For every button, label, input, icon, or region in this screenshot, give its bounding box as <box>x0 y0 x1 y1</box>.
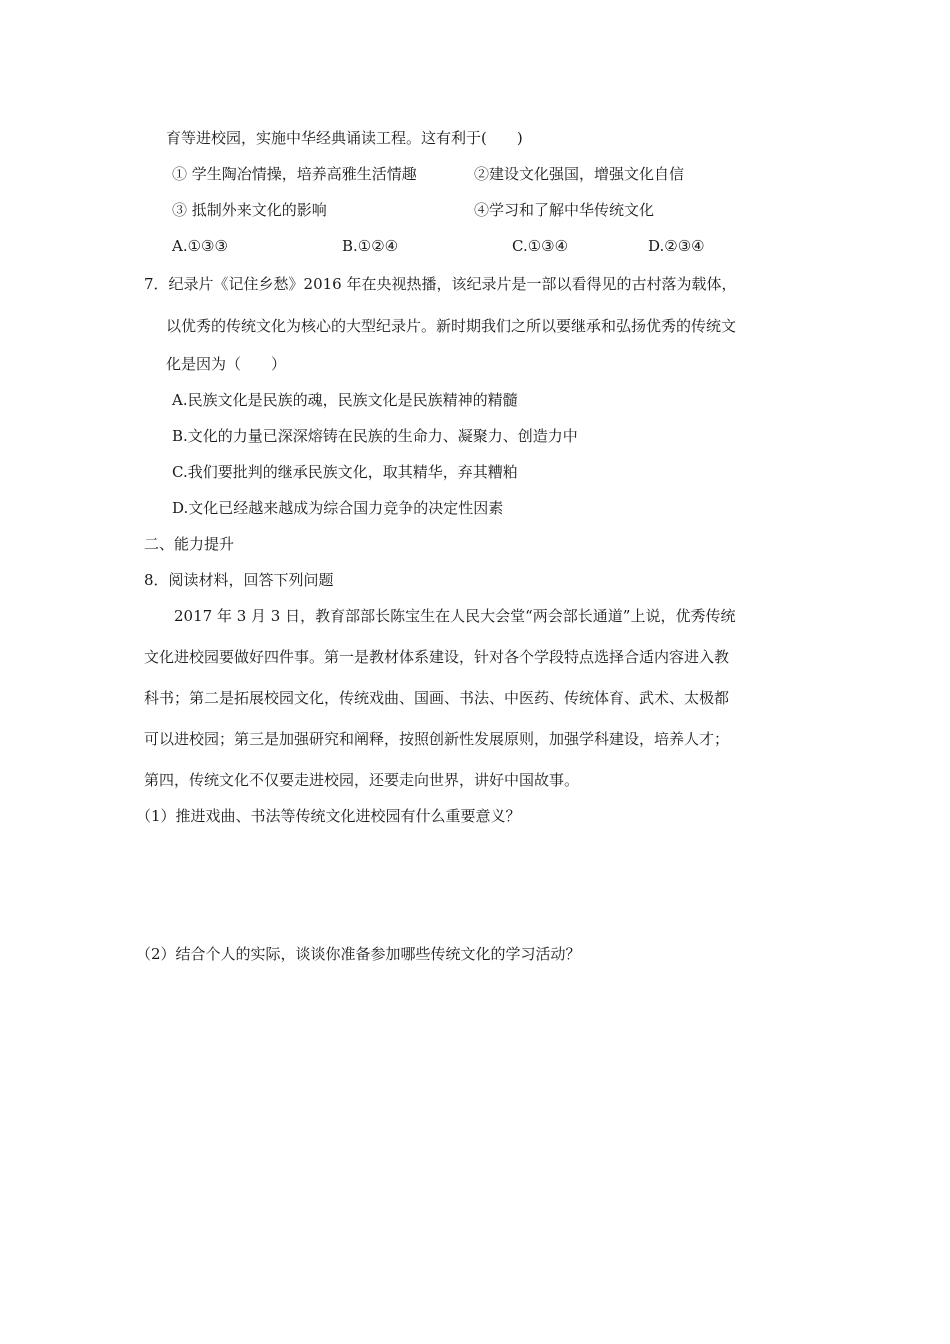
q6-item-3: ③ 抵制外来文化的影响 <box>172 201 327 219</box>
q6-item-2: ②建设文化强国，增强文化自信 <box>474 165 685 183</box>
q8-subquestion-2: （2）结合个人的实际，谈谈你准备参加哪些传统文化的学习活动？ <box>136 945 581 963</box>
q7-option-b: B.文化的力量已深深熔铸在民族的生命力、凝聚力、创造力中 <box>172 427 578 445</box>
q7-stem-line-3: 化是因为（ ） <box>166 355 287 373</box>
answer-space-2[interactable] <box>140 974 820 1274</box>
q6-choice-d: D.②③④ <box>648 237 705 255</box>
q8-material-line-5: 第四，传统文化不仅要走进校园，还要走向世界，讲好中国故事。 <box>144 771 580 789</box>
q6-choice-b: B.①②④ <box>342 237 399 255</box>
q7-option-d: D.文化已经越来越成为综合国力竞争的决定性因素 <box>172 499 504 517</box>
q7-option-c: C.我们要批判的继承民族文化，取其精华，弃其糟粕 <box>172 463 518 481</box>
q8-material-line-1: 2017 年 3 月 3 日，教育部部长陈宝生在人民大会堂“两会部长通道”上说，优秀传统 <box>144 607 736 625</box>
q6-item-1: ① 学生陶冶情操，培养高雅生活情趣 <box>172 165 417 183</box>
q7-option-a: A.民族文化是民族的魂，民族文化是民族精神的精髓 <box>172 391 518 409</box>
q6-stem-tail: 育等进校园，实施中华经典诵读工程。这有利于( ) <box>166 129 523 147</box>
q7-stem-line-2: 以优秀的传统文化为核心的大型纪录片。新时期我们之所以要继承和弘扬优秀的传统文 <box>166 317 737 335</box>
q6-choice-a: A.①③③ <box>172 237 228 255</box>
q8-material-line-3: 科书；第二是拓展校园文化，传统戏曲、国画、书法、中医药、传统体育、武术、太极都 <box>144 689 730 707</box>
q8-material-line-2: 文化进校园要做好四件事。第一是教材体系建设，针对各个学段特点选择合适内容进入教 <box>144 648 730 666</box>
q8-stem: 8．阅读材料，回答下列问题 <box>144 571 334 589</box>
answer-space-1[interactable] <box>140 836 820 936</box>
q8-subquestion-1: （1）推进戏曲、书法等传统文化进校园有什么重要意义？ <box>136 807 521 825</box>
q6-item-4: ④学习和了解中华传统文化 <box>474 201 655 219</box>
q6-choice-c: C.①③④ <box>512 237 569 255</box>
q7-stem-line-1: 7．纪录片《记住乡愁》2016 年在央视热播，该纪录片是一部以看得见的古村落为载体， <box>144 275 737 293</box>
q8-material-line-4: 可以进校园；第三是加强研究和阐释，按照创新性发展原则，加强学科建设，培养人才； <box>144 730 730 748</box>
section-heading: 二、能力提升 <box>144 535 235 553</box>
